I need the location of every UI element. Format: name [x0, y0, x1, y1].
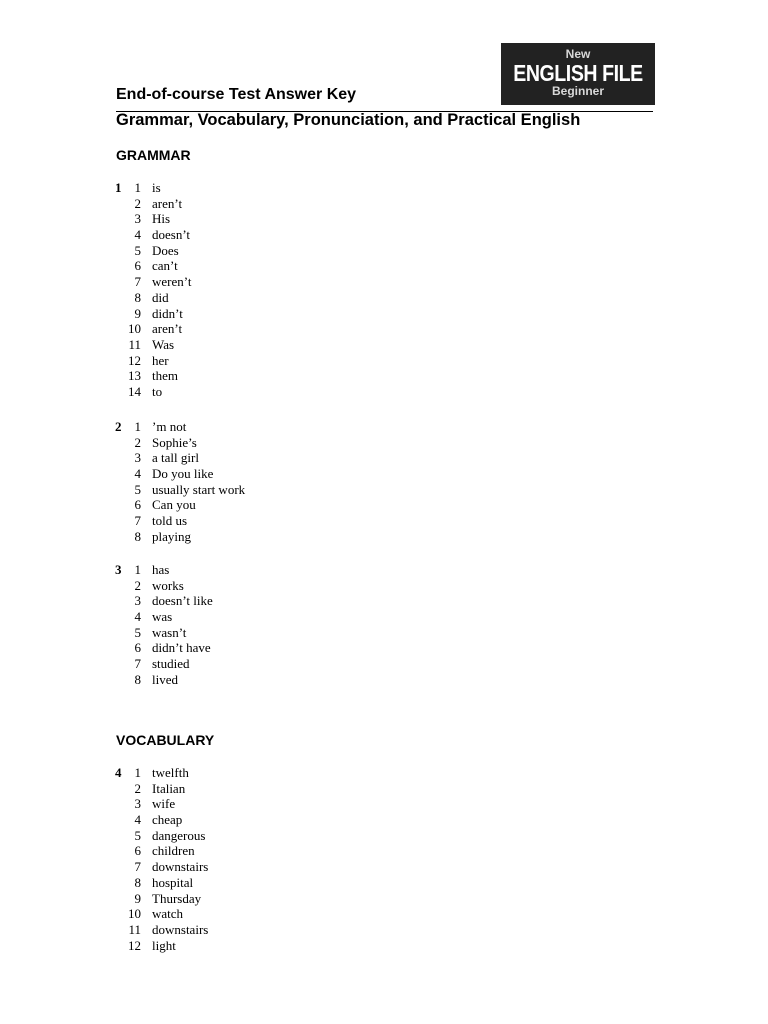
answer-text: dangerous — [152, 827, 206, 843]
answer-number: 4 — [134, 609, 141, 625]
answer-text: downstairs — [152, 921, 209, 937]
answer-text: doesn’t like — [152, 593, 213, 609]
answer-number: 10 — [128, 321, 141, 337]
answer-text: told us — [152, 513, 188, 529]
answer-number: 9 — [134, 890, 141, 906]
answer-number: 7 — [134, 859, 141, 875]
answer-text: to — [152, 383, 163, 399]
answer-text: wasn’t — [152, 624, 187, 640]
answer-text: didn’t — [152, 305, 183, 321]
answer-text: works — [152, 577, 184, 593]
answer-number: 8 — [134, 528, 141, 544]
answer-number: 1 — [134, 419, 141, 434]
answer-text: cheap — [152, 812, 183, 828]
answer-text: studied — [152, 656, 190, 672]
answer-text: Was — [152, 336, 175, 352]
answer-number: 5 — [134, 481, 141, 497]
answer-number: 9 — [134, 305, 141, 321]
answer-number: 6 — [134, 843, 141, 859]
answer-text: aren’t — [152, 195, 183, 211]
answer-text: is — [152, 180, 161, 195]
exercise-number: 2 — [115, 419, 122, 434]
answer-number: 5 — [134, 827, 141, 843]
answer-number: 3 — [134, 211, 141, 227]
answer-number: 2 — [134, 434, 141, 450]
answer-text: Italian — [152, 780, 186, 796]
answer-text: has — [152, 562, 170, 577]
answer-number: 1 — [134, 562, 141, 577]
answer-number: 5 — [134, 242, 141, 258]
answer-text: Thursday — [152, 890, 202, 906]
answer-text: hospital — [152, 874, 194, 890]
answer-number: 8 — [134, 671, 141, 687]
answer-number: 6 — [134, 497, 141, 513]
answer-number: 11 — [128, 336, 141, 352]
answer-number: 2 — [134, 780, 141, 796]
logo-line-english-file: ENGLISH FILE — [513, 60, 643, 86]
logo-line-new: New — [565, 47, 591, 61]
answer-number: 8 — [134, 874, 141, 890]
answer-text: downstairs — [152, 859, 209, 875]
exercise-number: 3 — [115, 562, 122, 577]
answer-number: 6 — [134, 258, 141, 274]
answer-number: 13 — [128, 368, 141, 384]
document-subtitle: Grammar, Vocabulary, Pronunciation, and Practical English — [116, 111, 581, 129]
answer-text: children — [152, 843, 195, 859]
answer-number: 4 — [134, 227, 141, 243]
answer-number: 14 — [128, 383, 141, 399]
answer-number: 2 — [134, 195, 141, 211]
answer-text: His — [152, 211, 171, 227]
answer-text: was — [152, 609, 173, 625]
answer-text: usually start work — [152, 481, 246, 497]
answer-number: 7 — [134, 656, 141, 672]
answer-number: 5 — [134, 624, 141, 640]
answer-number: 3 — [134, 450, 141, 466]
answer-text: Sophie’s — [152, 434, 197, 450]
answer-number: 4 — [134, 466, 141, 482]
section-heading-vocabulary: VOCABULARY — [116, 732, 215, 748]
answer-number: 11 — [128, 921, 141, 937]
logo-line-beginner: Beginner — [551, 84, 604, 98]
answer-text: Can you — [152, 497, 196, 513]
answer-number: 1 — [134, 180, 141, 195]
answer-text: wife — [152, 796, 176, 812]
answer-number: 2 — [134, 577, 141, 593]
answer-text: did — [152, 289, 169, 305]
answer-text: weren’t — [152, 274, 192, 290]
answer-text: twelfth — [152, 765, 189, 780]
answer-text: playing — [152, 528, 191, 544]
section-heading-grammar: GRAMMAR — [116, 147, 191, 163]
answer-number: 3 — [134, 593, 141, 609]
answer-number: 12 — [128, 352, 141, 368]
answer-number: 10 — [128, 906, 141, 922]
answer-text: them — [152, 368, 178, 384]
answer-text: light — [152, 937, 176, 953]
answer-number: 1 — [134, 765, 141, 780]
answer-text: aren’t — [152, 321, 183, 337]
answer-text: watch — [152, 906, 184, 922]
document-title: End-of-course Test Answer Key — [116, 86, 357, 103]
answer-number: 8 — [134, 289, 141, 305]
answer-text: a tall girl — [152, 450, 199, 466]
answer-text: lived — [152, 671, 178, 687]
answer-number: 12 — [128, 937, 141, 953]
answer-text: didn’t have — [152, 640, 211, 656]
answer-number: 7 — [134, 513, 141, 529]
answer-number: 7 — [134, 274, 141, 290]
answer-number: 4 — [134, 812, 141, 828]
exercise-number: 1 — [115, 180, 122, 195]
answer-text: ’m not — [152, 419, 187, 434]
exercise-number: 4 — [115, 765, 122, 780]
answer-text: doesn’t — [152, 227, 191, 243]
answer-text: Does — [152, 242, 179, 258]
answer-text: can’t — [152, 258, 178, 274]
new-english-file-logo — [501, 43, 655, 105]
answer-number: 3 — [134, 796, 141, 812]
answer-text: her — [152, 352, 169, 368]
answer-number: 6 — [134, 640, 141, 656]
answer-text: Do you like — [152, 466, 214, 482]
